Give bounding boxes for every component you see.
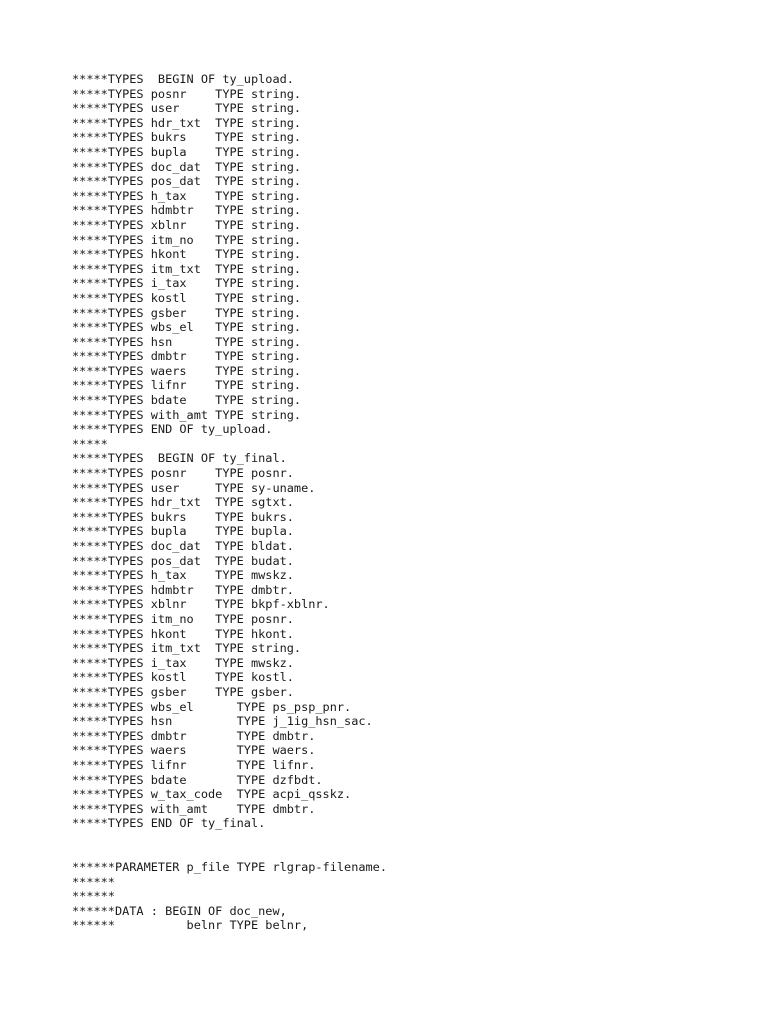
code-line: *****TYPES lifnr TYPE string. (72, 378, 302, 393)
code-line: *****TYPES dmbtr TYPE dmbtr. (72, 728, 316, 743)
code-line: *****TYPES wbs_el TYPE string. (72, 320, 302, 335)
code-line: *****TYPES BEGIN OF ty_final. (72, 451, 287, 466)
code-line: *****TYPES posnr TYPE posnr. (72, 466, 294, 481)
code-line: *****TYPES END OF ty_final. (72, 816, 266, 831)
code-line: ******DATA : BEGIN OF doc_new, (72, 903, 287, 918)
code-line: *****TYPES dmbtr TYPE string. (72, 349, 302, 364)
code-line: ****** (72, 889, 115, 904)
code-line: *****TYPES gsber TYPE gsber. (72, 684, 294, 699)
code-line: *****TYPES hkont TYPE string. (72, 247, 302, 262)
code-line: *****TYPES bdate TYPE string. (72, 393, 302, 408)
code-line: *****TYPES itm_no TYPE posnr. (72, 611, 294, 626)
code-line: *****TYPES hkont TYPE hkont. (72, 626, 294, 641)
code-line: *****TYPES kostl TYPE kostl. (72, 670, 294, 685)
code-line: *****TYPES wbs_el TYPE ps_psp_pnr. (72, 699, 352, 714)
code-line (72, 845, 387, 860)
code-line: *****TYPES bupla TYPE string. (72, 144, 302, 159)
code-line: *****TYPES with_amt TYPE string. (72, 407, 302, 422)
code-line: *****TYPES i_tax TYPE string. (72, 276, 302, 291)
code-line: *****TYPES hdr_txt TYPE sgtxt. (72, 495, 294, 510)
code-line: *****TYPES h_tax TYPE mwskz. (72, 568, 294, 583)
code-line: *****TYPES lifnr TYPE lifnr. (72, 757, 316, 772)
code-line: ****** (72, 874, 115, 889)
code-line: ******PARAMETER p_file TYPE rlgrap-filename. (72, 860, 387, 875)
code-line: *****TYPES posnr TYPE string. (72, 86, 302, 101)
code-line: *****TYPES h_tax TYPE string. (72, 188, 302, 203)
code-line (72, 831, 387, 846)
code-line: *****TYPES bukrs TYPE bukrs. (72, 509, 294, 524)
code-line: *****TYPES hdmbtr TYPE string. (72, 203, 302, 218)
code-listing (72, 72, 387, 933)
code-line: *****TYPES hdr_txt TYPE string. (72, 115, 302, 130)
code-line: *****TYPES hsn TYPE j_1ig_hsn_sac. (72, 714, 373, 729)
code-line: *****TYPES doc_dat TYPE bldat. (72, 539, 294, 553)
code-line: *****TYPES waers TYPE string. (72, 363, 302, 378)
code-line: *****TYPES BEGIN OF ty_upload. (72, 72, 294, 86)
code-line: *****TYPES bdate TYPE dzfbdt. (72, 772, 323, 787)
code-line: *****TYPES kostl TYPE string. (72, 290, 302, 305)
code-line: *****TYPES hdmbtr TYPE dmbtr. (72, 582, 294, 597)
code-line: ***** (72, 436, 108, 451)
code-line: *****TYPES bukrs TYPE string. (72, 130, 302, 145)
code-line: *****TYPES xblnr TYPE bkpf-xblnr. (72, 597, 330, 612)
code-line: ****** belnr TYPE belnr, (72, 918, 309, 933)
code-line: *****TYPES pos_dat TYPE string. (72, 174, 302, 189)
code-line: *****TYPES pos_dat TYPE budat. (72, 553, 294, 568)
code-line: *****TYPES xblnr TYPE string. (72, 217, 302, 232)
code-line: *****TYPES itm_txt TYPE string. (72, 261, 302, 276)
code-line: *****TYPES bupla TYPE bupla. (72, 524, 294, 539)
code-line: *****TYPES i_tax TYPE mwskz. (72, 655, 294, 670)
code-line: *****TYPES w_tax_code TYPE acpi_qsskz. (72, 787, 352, 802)
code-line: *****TYPES waers TYPE waers. (72, 743, 316, 758)
code-line: *****TYPES gsber TYPE string. (72, 305, 302, 320)
code-line: *****TYPES with_amt TYPE dmbtr. (72, 801, 316, 816)
code-line: *****TYPES user TYPE sy-uname. (72, 480, 316, 495)
code-line: *****TYPES itm_no TYPE string. (72, 232, 302, 247)
code-line: *****TYPES user TYPE string. (72, 101, 302, 116)
code-line: *****TYPES END OF ty_upload. (72, 422, 273, 437)
code-line: *****TYPES hsn TYPE string. (72, 334, 302, 349)
code-line: *****TYPES itm_txt TYPE string. (72, 641, 302, 656)
code-line: *****TYPES doc_dat TYPE string. (72, 159, 302, 174)
